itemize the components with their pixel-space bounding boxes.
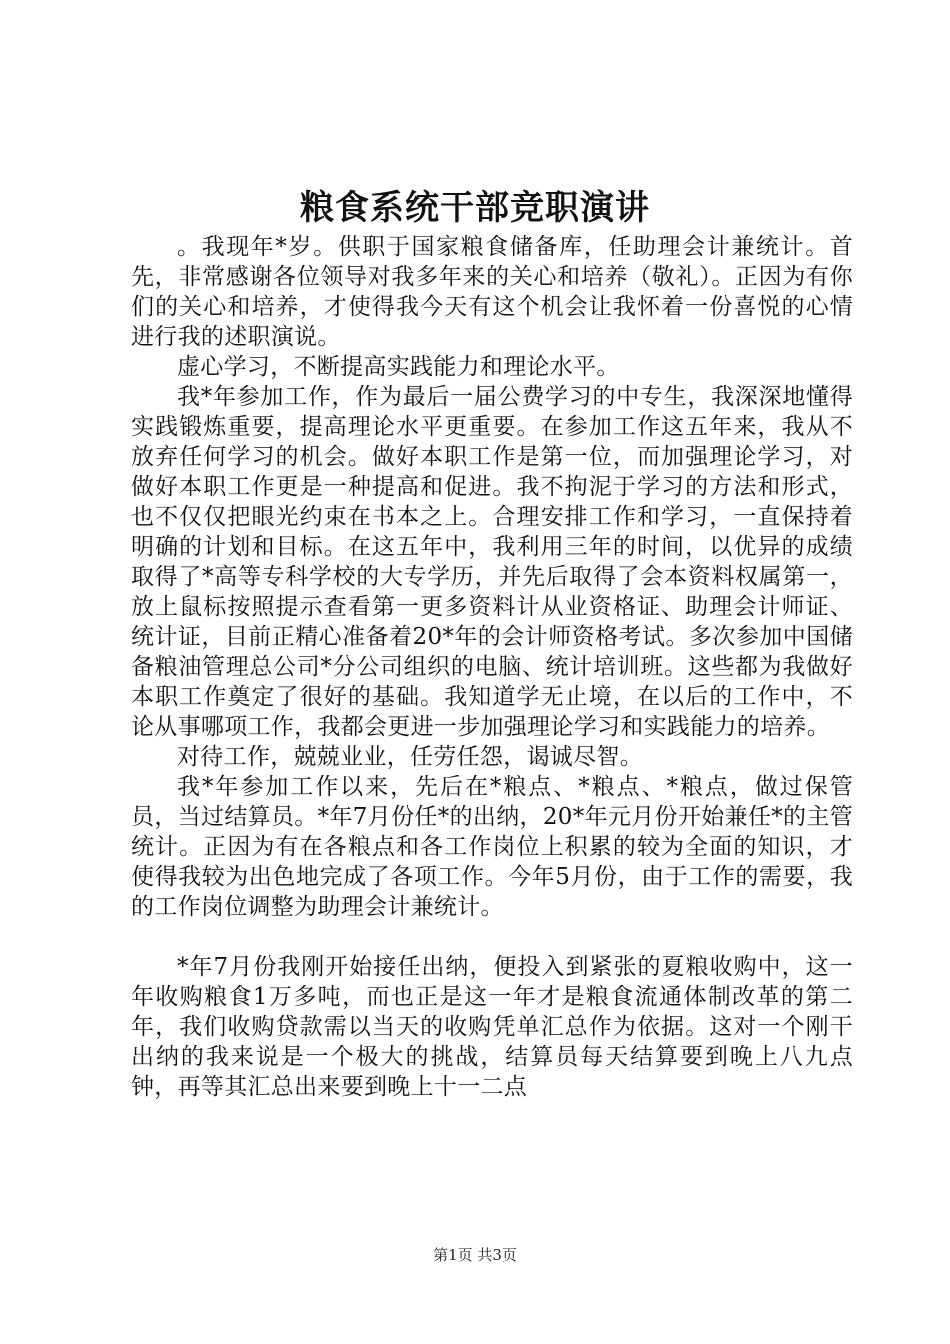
paragraph-work-history: 我*年参加工作以来，先后在*粮点、*粮点、*粮点，做过保管员，当过结算员。*年7月份任*的出纳，20*年元月份开始兼任*的主管统计。正因为有在各粮点和各工作岗位上积累的较为全面的知识，才使得我较为出色地完成了各项工作。今年5月份，由于工作的需要，我的工作岗位调整为助理会计兼统计。 (131, 774, 853, 920)
paragraph-heading-work: 对待工作，兢兢业业，任劳任怨，谒诚尽智。 (177, 744, 643, 770)
paragraph-intro: 。我现年*岁。供职于国家粮食储备库，任助理会计兼统计。首先，非常感谢各位领导对我多年来的关心和培养（敬礼）。正因为有你们的关心和培养，才使得我今天有这个机会让我怀着一份喜悦的心情进行我的述职演说。 (131, 234, 853, 350)
page-number: 第1页 共3页 (433, 1246, 517, 1264)
paragraph-heading-study: 虚心学习，不断提高实践能力和理论水平。 (177, 354, 620, 380)
paragraph-study: 我*年参加工作，作为最后一届公费学习的中专生，我深深地懂得实践锻炼重要，提高理论水平更重要。在参加工作这五年来，我从不放弃任何学习的机会。做好本职工作是第一位，而加强理论学习，对做好本职工作更是一种提高和促进。我不拘泥于学习的方法和形式，也不仅仅把眼光约束在书本之上。合理安排工作和学习，一直保持着明确的计划和目标。在这五年中，我利用三年的时间，以优异的成绩取得了*高等专科学校的大专学历，并先后取得了会本资料权属第一，放上鼠标按照提示查看第一更多资料计从业资格证、助理会计师证、统计证，目前正精心准备着20*年的会计师资格考试。多次参加中国储备粮油管理总公司*分公司组织的电脑、统计培训班。这些都为我做好本职工作奠定了很好的基础。我知道学无止境，在以后的工作中，不论从事哪项工作，我都会更进一步加强理论学习和实践能力的培养。 (131, 384, 853, 740)
document-body (131, 232, 853, 1102)
paragraph-cashier: *年7月份我刚开始接任出纳，便投入到紧张的夏粮收购中，这一年收购粮食1万多吨，而也正是这一年才是粮食流通体制改革的第二年，我们收购贷款需以当天的收购凭单汇总作为依据。这对一个刚干出纳的我来说是一个极大的挑战，结算员每天结算要到晚上八九点钟，再等其汇总出来要到晚上十一二点 (131, 954, 853, 1100)
document-title: 粮食系统干部竞职演讲 (300, 188, 650, 228)
